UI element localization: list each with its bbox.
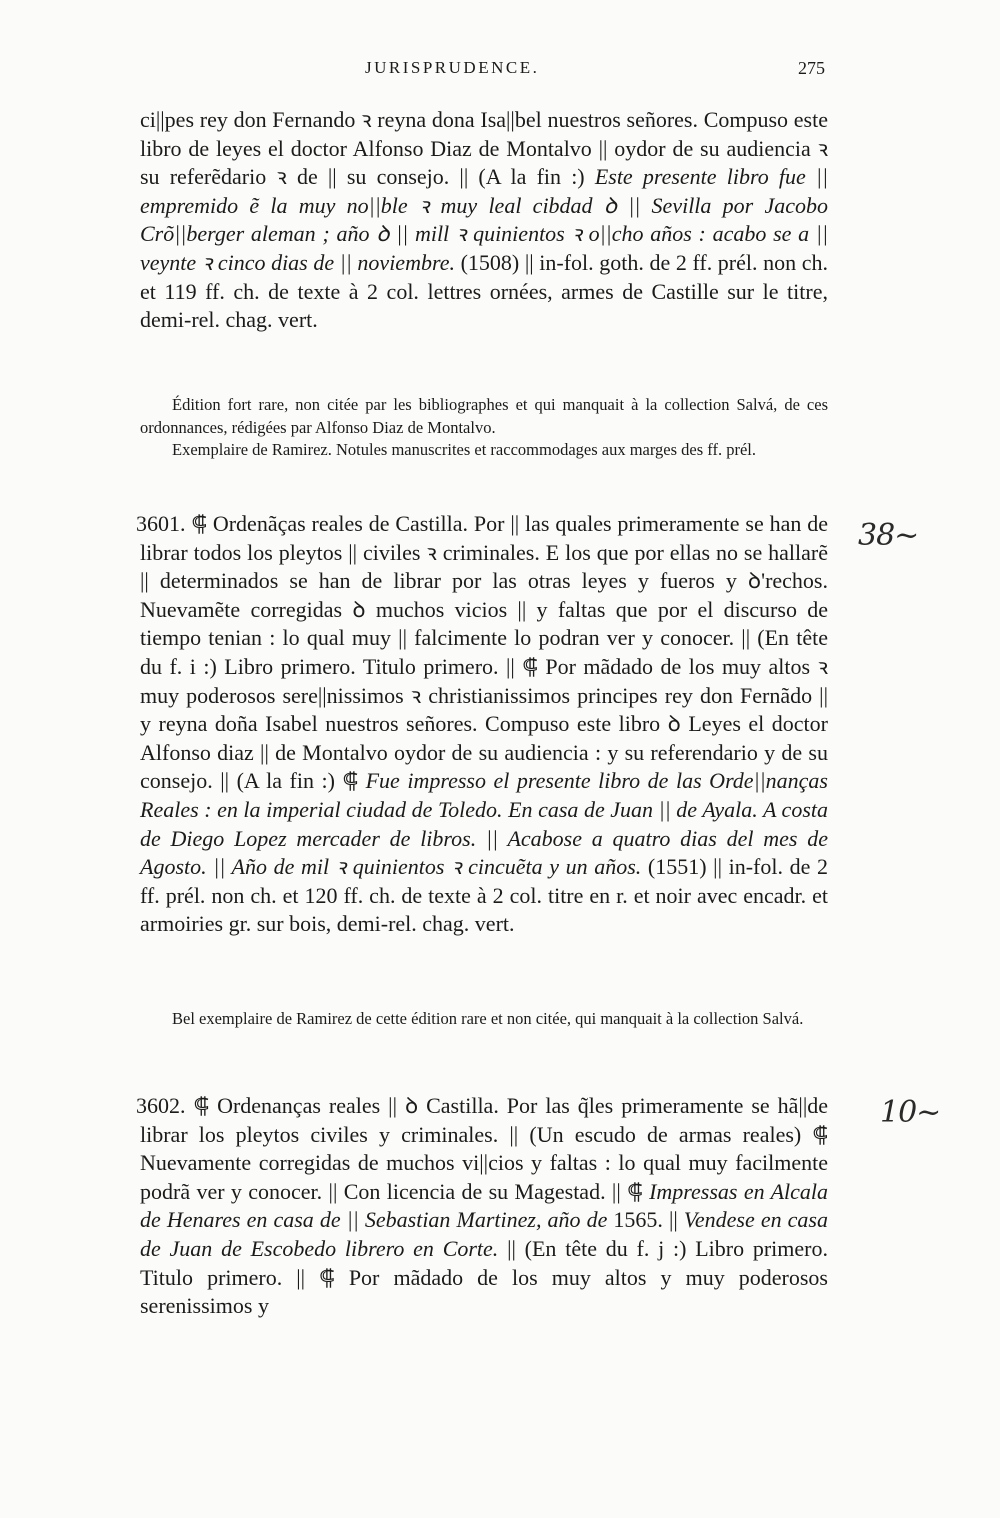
entry-number: 3602. (136, 1093, 186, 1118)
entry-title: ⸿ Ordenãças reales de Castilla. Por || las quales primeramente se han de librar todos los pleytos || civiles ꝛ criminales. E los que por ellas no se hallarẽ || determinados se han de librar por las otras leyes y fueros y ꝺ'rechos. Nuevamẽte corregidas ꝺ muchos vicios || y faltas que por el discurso de tiempo tenian : lo qual muy || falcimente lo podran ver y conocer. || (En tête du f. i :) Libro primero. Titulo primero. || ⸿ Por mãdado de los muy altos ꝛ muy poderosos sere||nissimos ꝛ christianissimos principes rey don Fernãdo || y reyna doña Isabel nuestros señores. Compuso este libro ꝺ Leyes el doctor Alfonso diaz || de Montalvo oydor de su audiencia : y su referendario y de su consejo. || (A la fin :) ⸿ (140, 511, 829, 794)
entry-continuation (140, 106, 828, 335)
entry-description: ci||pes rey don Fernando ꝛ reyna dona Isa||bel nuestros señores. Compuso este libro de leyes el doctor Alfonso Diaz de Montalvo || oydor de su audiencia ꝛ su referẽdario ꝛ de || su consejo. || (A la fin :) (140, 107, 828, 190)
entry-notes (140, 394, 828, 462)
entry-3602 (136, 1092, 829, 1321)
entry-colophon: Vendese en casa de Juan de Escobedo librero en Corte. (140, 1207, 828, 1261)
entry-colophon: Impressas en Alcala de Henares en casa de || Sebastian Martinez, año de (140, 1178, 829, 1233)
entry-collation: (1551) || in-fol. de 2 ff. prél. non ch. et 120 ff. ch. de texte à 2 col. titre en r. et noir avec encadr. et armoiries gr. sur bois, demi-rel. chag. vert. (140, 854, 828, 937)
page-number: 275 (798, 58, 825, 78)
entry-3601 (136, 510, 829, 939)
running-title: JURISPRUDENCE. (365, 58, 540, 77)
margin-annotation: 10~ (880, 1095, 941, 1130)
entry-colophon: Fue impresso el presente libro de las Orde||nanças Reales : en la imperial ciudad de Toledo. En casa de Juan || de Ayala. A costa de Diego Lopez mercader de libros. || Acabose a quatro dias del mes de Agosto. || Año de mil ꝛ quinientos ꝛ cincuẽta y un años. (140, 768, 828, 880)
entry-colophon: Este presente libro fue || empremido ẽ la muy no||ble ꝛ muy leal cibdad ꝺ || Sevilla por Jacobo Crõ||berger aleman ; año ꝺ || mill ꝛ quinientos ꝛ o||cho años : acabo se a || veynte ꝛ cinco dias de || noviembre. (140, 164, 828, 275)
entry-title: ⸿ Ordenanças reales || ꝺ Castilla. Por las q̃les primeramente se hã||de librar los pleytos civiles y criminales. || (Un escudo de armas reales) ⸿ Nuevamente corregidas de muchos vi||cios y faltas : lo qual muy facilmente podrã ver y conocer. || Con licencia de su Magestad. || ⸿ (140, 1093, 828, 1204)
entry-number: 3601. (136, 511, 186, 536)
entry-collation: (1508) || in-fol. goth. de 2 ff. prél. non ch. et 119 ff. ch. de texte à 2 col. lettres ornées, armes de Castille sur le titre, demi-rel. chag. vert. (140, 249, 828, 333)
entry-text: || (En tête du f. j :) Libro primero. Titulo primero. || ⸿ Por mãdado de los muy altos y muy poderosos serenissimos y (140, 1235, 828, 1319)
note-paragraph: Exemplaire de Ramirez. Notules manuscrites et raccommodages aux marges des ff. prél. (172, 440, 757, 459)
entry-year: 1565. || (607, 1207, 684, 1233)
note-paragraph: Bel exemplaire de Ramirez de cette édition rare et non citée, qui manquait à la collection Salvá. (172, 1009, 804, 1028)
page-header (145, 58, 825, 86)
entry-3601-note (140, 1008, 828, 1031)
note-paragraph: Édition fort rare, non citée par les bibliographes et qui manquait à la collection Salvá, de ces ordonnances, rédigées par Alfonso Diaz de Montalvo. (140, 395, 828, 437)
margin-annotation: 38~ (858, 518, 919, 553)
